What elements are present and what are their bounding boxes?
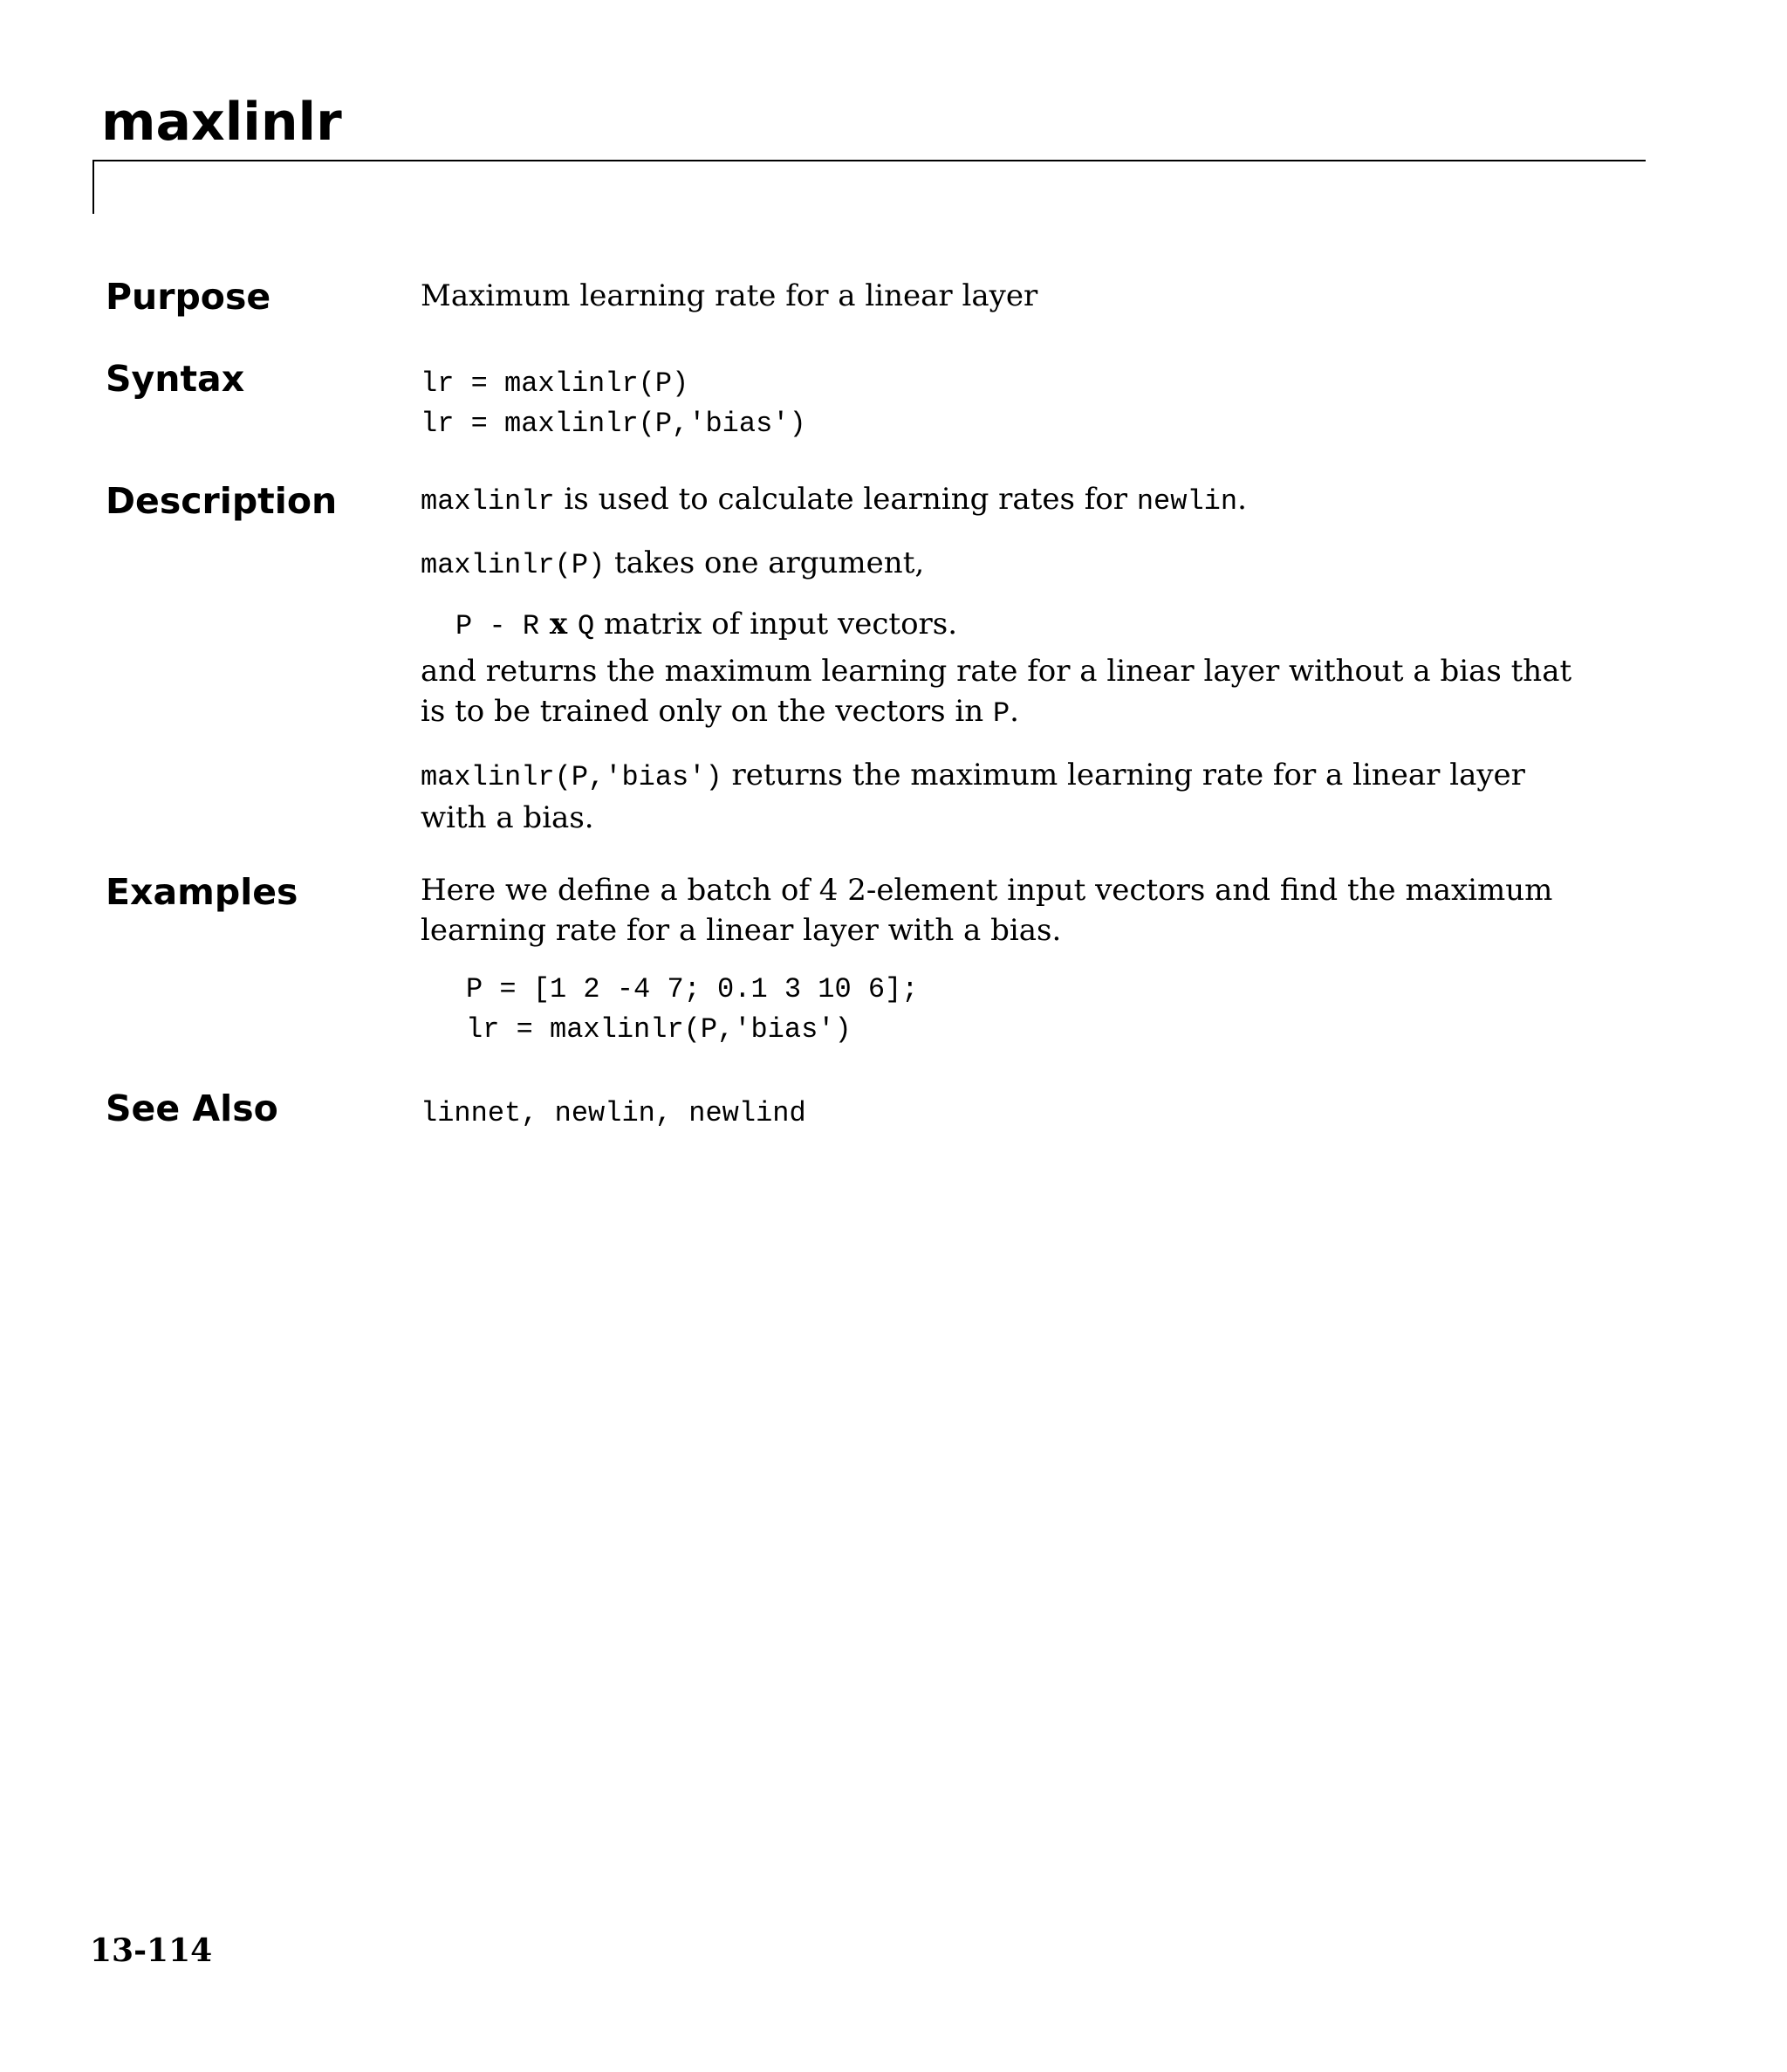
header-rule <box>92 160 1646 161</box>
inline-code: maxlinlr(P) <box>421 549 606 581</box>
text-run: and returns the maximum learning rate for a linear layer without a bias that is to be trained only on the vectors in <box>421 654 1572 729</box>
text-run: returns the maximum learning rate for a linear layer with a bias. <box>421 758 1525 835</box>
inline-code: P <box>992 697 1010 730</box>
syntax-block <box>421 364 1590 444</box>
syntax-label: Syntax <box>106 358 245 400</box>
example-code-line: lr = maxlinlr(P,'bias') <box>466 1013 852 1046</box>
description-paragraph-2 <box>421 543 1590 586</box>
purpose-text <box>421 276 1590 316</box>
example-code-block <box>421 970 1590 1050</box>
inline-code: newlin <box>1136 485 1238 518</box>
examples-block <box>421 870 1590 1050</box>
text-run: . <box>1010 694 1019 729</box>
text-run: is used to calculate learning rates for <box>554 482 1137 517</box>
description-paragraph-1 <box>421 479 1590 522</box>
inline-code: P <box>455 610 473 642</box>
syntax-line: lr = maxlinlr(P) <box>421 367 689 400</box>
see-also-label: See Also <box>106 1087 278 1129</box>
text-run: . <box>1237 482 1247 517</box>
inline-code: Q <box>577 610 595 642</box>
description-block <box>421 479 1590 838</box>
text-run: takes one argument, <box>605 545 925 580</box>
examples-paragraph: Here we define a batch of 4 2-element input vectors and find the maximum learning rate for a linear layer with a bias. <box>421 873 1553 948</box>
example-code-line: P = [1 2 -4 7; 0.1 3 10 6]; <box>466 973 919 1005</box>
page-title: maxlinlr <box>101 92 342 153</box>
syntax-line: lr = maxlinlr(P,'bias') <box>421 408 806 440</box>
see-also-block <box>421 1094 1590 1134</box>
purpose-paragraph: Maximum learning rate for a linear layer <box>421 278 1038 313</box>
see-also-links: linnet, newlin, newlind <box>421 1097 806 1129</box>
description-paragraph-3 <box>421 651 1590 734</box>
inline-code: - <box>472 610 523 642</box>
description-paragraph-4 <box>421 755 1590 838</box>
text-run: matrix of input vectors. <box>594 607 958 641</box>
text-run: x <box>539 607 578 641</box>
page-number: 13-114 <box>90 1932 213 1969</box>
examples-label: Examples <box>106 871 298 913</box>
purpose-label: Purpose <box>106 276 271 318</box>
argument-item <box>421 605 1590 646</box>
inline-code: maxlinlr <box>421 485 555 518</box>
inline-code: maxlinlr(P,'bias') <box>421 761 722 793</box>
inline-code: R <box>522 610 540 642</box>
header-rule-tick <box>92 160 94 214</box>
description-label: Description <box>106 480 338 522</box>
